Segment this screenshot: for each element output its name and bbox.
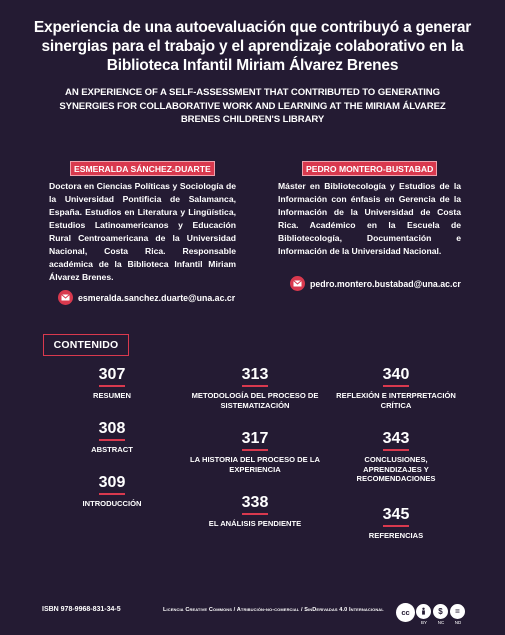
attribution-icon: BY <box>416 603 432 622</box>
toc-page-number[interactable]: 317 <box>242 430 269 451</box>
author-bio-sanchez: Doctora en Ciencias Políticas y Sociología de la Universidad Pontificia de Salamanca, España. Estudios en Literatura y Lingüística, Estudios Latinoamericanos y Educación Rural Centroamericana de la Universidad Nacional, Costa Rica. Responsable académica de la Biblioteca Infantil Miriam Álvarez Brenes. <box>49 181 236 282</box>
author-email-sanchez[interactable]: esmeralda.sanchez.duarte@una.ac.cr <box>78 292 236 303</box>
toc-page-number[interactable]: 338 <box>242 494 269 515</box>
isbn: ISBN 978-9968-831-34-5 <box>42 606 121 613</box>
toc-label[interactable]: LA HISTORIA DEL PROCESO DE LA EXPERIENCIA <box>190 455 320 474</box>
english-title: AN EXPERIENCE OF A SELF-ASSESSMENT THAT CONTRIBUTED TO GENERATING SYNERGIES FOR COLLABORATIVE WORK AND LEARNING AT THE MIRIAM ÁLVAREZ BRENES CHILDREN'S LIBRARY <box>59 87 446 125</box>
toc-label[interactable]: ABSTRACT <box>91 445 133 454</box>
mail-icon <box>58 290 73 305</box>
spanish-title: Experiencia de una autoevaluación que contribuyó a generar sinergias para el trabajo y el aprendizaje colaborativo en la Biblioteca Infantil Miriam Álvarez Brenes <box>33 19 472 74</box>
contents-heading: CONTENIDO <box>43 334 129 356</box>
author-email-montero[interactable]: pedro.montero.bustabad@una.ac.cr <box>310 278 461 289</box>
cc-license-badges[interactable] <box>396 603 466 625</box>
toc-page-number[interactable]: 309 <box>99 474 126 495</box>
author-email-row-sanchez[interactable] <box>58 290 235 305</box>
mail-icon <box>290 276 305 291</box>
creative-commons-icon: cc <box>396 603 415 622</box>
toc-entry-analisis[interactable] <box>189 494 321 529</box>
toc-entry-resumen[interactable] <box>62 366 162 401</box>
author-bio-montero: Máster en Bibliotecología y Estudios de la Información con énfasis en Gerencia de la Información de la Universidad de Costa Rica. Académico en la Escuela de Bibliotecología, Documentación e Información de la Universidad Nacional. <box>278 181 461 256</box>
non-commercial-icon: $ NC <box>433 603 449 622</box>
toc-label[interactable]: INTRODUCCIÓN <box>82 499 142 508</box>
author-email-row-montero[interactable] <box>290 276 461 291</box>
author-name-montero: PEDRO MONTERO-BUSTABAD <box>302 161 437 176</box>
toc-entry-historia[interactable] <box>189 430 321 474</box>
toc-label[interactable]: CONCLUSIONES, APRENDIZAJES Y RECOMENDACIONES <box>356 455 436 483</box>
toc-label[interactable]: EL ANÁLISIS PENDIENTE <box>208 519 302 528</box>
toc-entry-metodologia[interactable] <box>189 366 321 410</box>
toc-entry-reflexion[interactable] <box>327 366 465 410</box>
toc-label[interactable]: RESUMEN <box>93 391 131 400</box>
toc-entry-abstract[interactable] <box>62 420 162 455</box>
author-name-sanchez: ESMERALDA SÁNCHEZ-DUARTE <box>70 161 215 176</box>
license-text: Licencia Creative Commons / Atribución-no-comercial / SinDerivadas 4.0 Internacional <box>163 607 384 613</box>
toc-entry-conclusiones[interactable] <box>340 430 452 484</box>
toc-label[interactable]: METODOLOGÍA DEL PROCESO DE SISTEMATIZACIÓN <box>191 391 319 410</box>
toc-page-number[interactable]: 308 <box>99 420 126 441</box>
toc-page-number[interactable]: 307 <box>99 366 126 387</box>
toc-page-number[interactable]: 340 <box>383 366 410 387</box>
toc-entry-referencias[interactable] <box>340 506 452 541</box>
toc-page-number[interactable]: 313 <box>242 366 269 387</box>
toc-label[interactable]: REFERENCIAS <box>368 531 424 540</box>
toc-page-number[interactable]: 343 <box>383 430 410 451</box>
toc-entry-introduccion[interactable] <box>62 474 162 509</box>
no-derivatives-icon: = ND <box>450 603 466 622</box>
toc-page-number[interactable]: 345 <box>383 506 410 527</box>
toc-label[interactable]: REFLEXIÓN E INTERPRETACIÓN CRÍTICA <box>336 391 456 410</box>
